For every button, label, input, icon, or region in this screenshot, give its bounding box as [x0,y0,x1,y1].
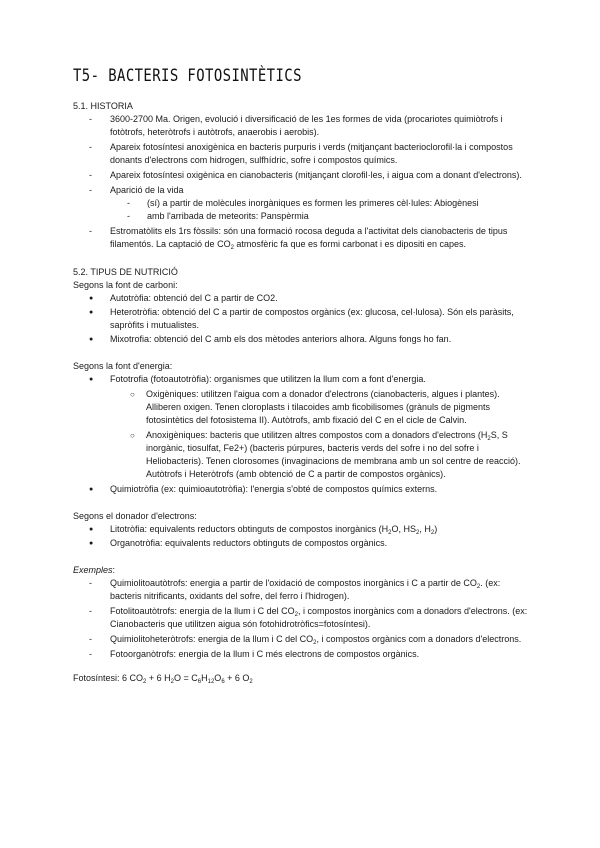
document-body [73,100,533,685]
text: Fotolitoautòtrofs: energia de la llum i C del CO [110,606,295,616]
text: : [112,565,116,575]
list-item: ● Quimiotròfia (ex: quimioautotròfia): l'energia s'obté de compostos químics externs. [73,483,533,496]
list-item-text: Aparició de la vida [110,185,184,195]
text: , i compostos inorgànics com a donadors d'electrons. (ex: Cianobacteris que utilitzen aigua són fotohidrotròfics=fotosíntesi). [110,606,528,629]
list-item-text: Fototrofia (fotoautotròfia): organismes que utilitzen la llum com a font d'energia. [110,374,426,384]
text: Quimiolitoautòtrofs: energia a partir de l'oxidació de compostos inorgànics i C a partir de CO [110,578,477,588]
photosynthesis-equation [73,672,533,685]
subscript: 6 [197,679,202,685]
donador-label: Segons el donador d'electrons: [73,511,197,521]
subscript: 2 [230,245,234,251]
list-item: - 3600-2700 Ma. Origen, evolució i diversificació de les 1es formes de vida (procariotes quimiòtrofs i fotòtrofs, heteròtrofs i autòtrofs, anaerobis i aerobis). [73,113,533,139]
list-item [73,523,533,536]
exemples-list [73,577,533,661]
donador-list [73,523,533,550]
text: Quimiolitoheteròtrofs: energia de la llum i C del CO [110,634,314,644]
text: H [201,673,208,683]
carboni-label: Segons la font de carboni: [73,280,178,290]
list-item: ● Heterotròfia: obtenció del C a partir de compostos orgànics (ex: glucosa, cel·lulosa). Són els paràsits, sapròfits i mutualistes. [73,306,533,332]
text: S, S inorgànic, tiosulfat, Fe2+) (bacteris púrpures, bacteris verds del sofre i no del sofre i Heliobacteris). Tenen clorosomes (invaginacions de membrana amb un sol centre de reacció). Autòtrofs i Heteròtrofs (amb obtenció de C a partir de compostos orgànics). [146,430,521,479]
page-title: T5- BACTERIS FOTOSINTÈTICS [73,66,302,86]
text: O = C [174,673,198,683]
text: 6 CO [122,673,144,683]
text: + 6 O [224,673,250,683]
sub-list-item: ○ Oxigèniques: utilitzen l'aigua com a donador d'electrons (cianobacteris, algues i plantes). Alliberen oxigen. Tenen cloroplasts i tilacoides amb ficobilisomes (grànuls de pigments fotosintètics del fotosistema II). Autòtrofs, amb fixació del C en el cicle de Calvin. [110,388,533,427]
text: O [214,673,222,683]
subscript: 12 [207,679,215,685]
list-item [73,184,533,223]
text: + 6 H [146,673,171,683]
list-item [73,225,533,251]
section-heading-historia: 5.1. HISTORIA [73,101,133,111]
text: Anoxigèniques: bacteris que utilitzen altres compostos com a donadors d'electrons (H [146,430,488,440]
section-heading-nutricio: 5.2. TIPUS DE NUTRICIÓ [73,267,178,277]
subscript: 2 [294,612,298,618]
text: O, HS [391,524,417,534]
exemples-label [73,564,533,577]
text: Estromatòlits els 1rs fòssils: són una formació rocosa deguda a l'activitat dels cianobacteris de tipus filamentós. La captació de CO [110,226,508,249]
sub-list-item: - (sí) a partir de molècules inorgàniques es formen les primeres cèl·lules: Abiogènesi [73,197,533,210]
list-item [73,373,533,481]
list-item: - Fotoorganòtrofs: energia de la llum i C més electrons de compostos orgànics. [73,648,533,661]
text: Fotosíntesi: [73,673,123,683]
fototrofia-sublist [110,388,533,481]
list-item: - Apareix fotosíntesi anoxigènica en bacteris purpuris i verds (mitjançant bacterioclorofil·la i compostos donants d'electrons com hidrogen, sulfhídric, sofre i compostos químics. [73,141,533,167]
text: . (ex: bacteris nitrificants, oxidants del sofre, del ferro i l'hidrogen). [110,578,501,601]
subscript: 2 [388,530,392,536]
subscript: 2 [430,530,435,536]
list-item: - Apareix fotosíntesi oxigènica en cianobacteris (mitjançant clorofil·les, i aigua com a donant d'electrons). [73,169,533,182]
text: , i compostos orgànics com a donadors d'electrons. [316,634,522,644]
vida-sublist [73,197,533,223]
subscript: 2 [487,436,491,442]
text: ) [434,524,438,534]
list-item: ● Mixotrofia: obtenció del C amb els dos mètodes anteriors alhora. Alguns fongs ho fan. [73,333,533,346]
list-item [73,633,533,646]
list-item: ● Organotròfia: equivalents reductors obtinguts de compostos orgànics. [73,537,533,550]
energia-label: Segons la font d'energia: [73,361,173,371]
subscript: 2 [170,679,174,685]
subscript: 2 [416,530,420,536]
text: atmosfèric fa que es formi carbonat i es dipositi en capes. [233,239,467,249]
list-item [73,577,533,603]
text: Litotròfia: equivalents reductors obtinguts de compostos inorgànics (H [110,524,389,534]
list-item [73,605,533,631]
subscript: 2 [476,584,481,590]
sub-list-item: - amb l'arribada de meteorits: Panspèrmia [73,210,533,223]
list-item: ● Autotròfia: obtenció del C a partir de CO2. [73,292,533,305]
historia-list [73,113,533,251]
subscript: 2 [249,679,253,685]
energia-list [73,373,533,496]
subscript: 2 [143,679,147,685]
text: Exemples [73,565,113,575]
sub-list-item [110,429,533,481]
subscript: 6 [221,679,225,685]
text: , H [419,524,431,534]
subscript: 2 [313,640,317,646]
carboni-list [73,292,533,346]
